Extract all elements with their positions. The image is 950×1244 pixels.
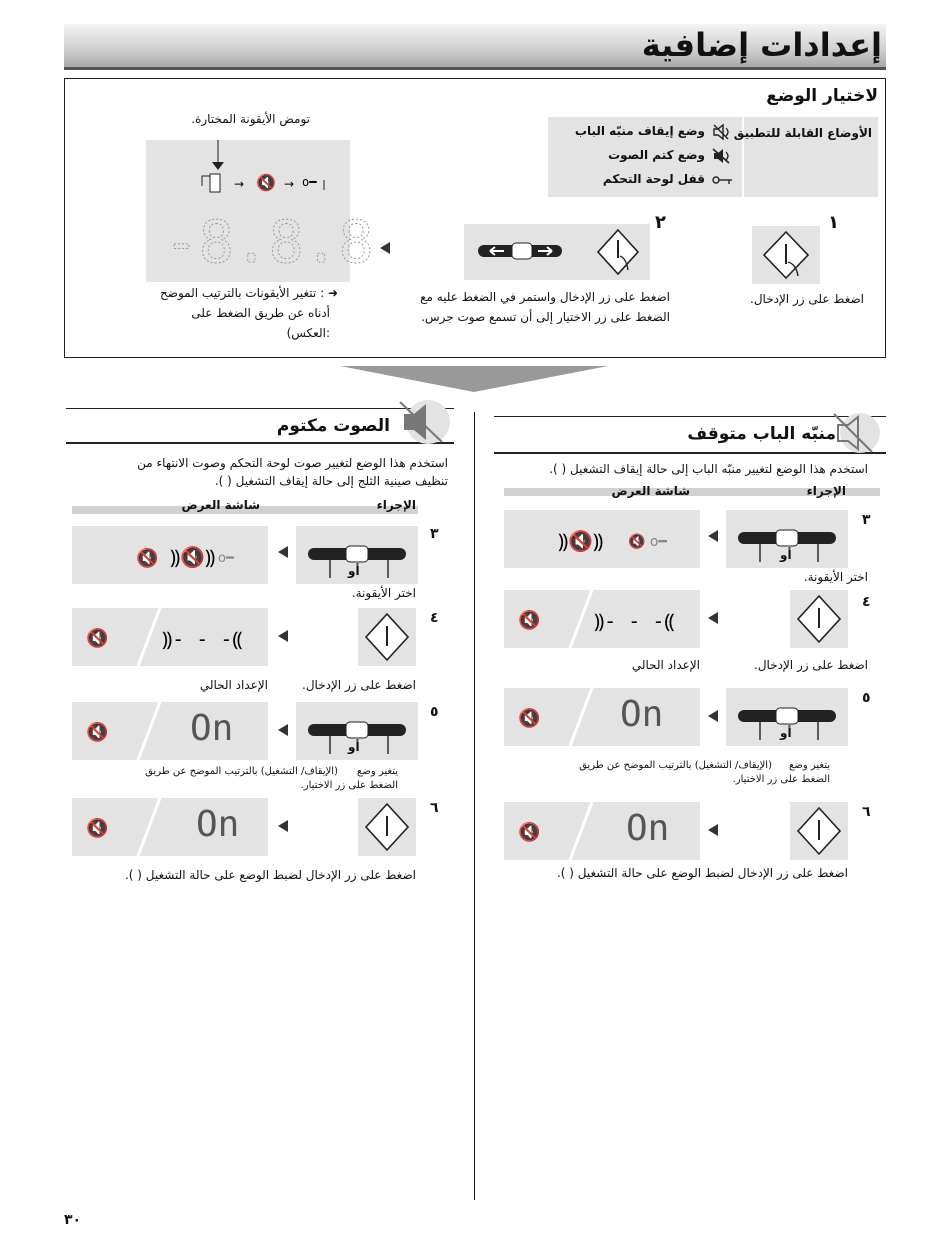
select-button-icon[interactable] [478,243,562,259]
mode-door-label: وضع إيقاف منبّه الباب [574,124,705,138]
flash-note: تومض الأيقونة المختارة. [191,112,310,126]
mute-step6-number: ٦ [430,800,439,816]
speaker-door-off-icon [832,410,882,456]
svg-text:🔇: 🔇 [518,610,541,631]
arrow-left-icon [708,612,718,624]
mute-step4-current: الإعداد الحالي [199,678,268,692]
svg-text:🔇: 🔇 [518,822,541,843]
door-step5-lcd [504,688,700,746]
mute-step5-caption3: الضغط على زر الاختيار. [300,780,398,791]
order-line3: :العكس) [286,326,330,340]
mute-intro-line2: تنظيف صينية الثلج إلى حالة إيقاف التشغيل ( ). [214,474,448,488]
mode-lock-label: قفل لوحة التحكم [602,172,705,186]
mute-step4-caption: اضغط على زر الإدخال. [302,678,416,692]
svg-text:🔇: 🔇 [86,722,109,743]
step1-button-panel [752,226,820,284]
order-line1-text: : تتغير الأيقونات بالترتيب الموضح [160,286,325,300]
mute-step5-display: On [190,708,234,749]
step2-button-panel [464,224,650,280]
door-step3-caption: اختر الأيقونة. [803,570,868,584]
mode-select-heading: لاختيار الوضع [766,86,878,106]
mute-col-display: شاشة العرض [181,498,260,512]
door-step6-button [790,802,848,860]
page-title: إعدادات إضافية [641,26,882,64]
door-step3-lcd [504,510,700,568]
enter-button-icon[interactable] [598,230,638,274]
door-step4-current: الإعداد الحالي [631,658,700,672]
svg-text:o━: o━ [218,551,234,566]
arrow-left-icon [278,820,288,832]
mode-mute-label: وضع كتم الصوت [608,148,705,162]
door-step3-or: أو [780,548,792,562]
door-intro: استخدم هذا الوضع لتغيير منبّه الباب إلى حالة إيقاف التشغيل ( ). [549,462,868,476]
mute-step6-caption: اضغط على زر الإدخال لضبط الوضع على حالة التشغيل ( ). [124,868,416,882]
arrow-left-icon [278,724,288,736]
mute-step5-or: أو [348,740,360,754]
page-number: ٣٠ [64,1212,82,1228]
arrow-left-icon [278,546,288,558]
mute-step6-button [358,798,416,856]
svg-text:⸩- - -⸨: ⸩- - -⸨ [594,609,675,633]
order-line2: أدناه عن طريق الضغط على [191,306,330,320]
speaker-door-off-icon [712,124,734,140]
door-step4-button [790,590,848,648]
door-col-display: شاشة العرض [611,484,690,498]
svg-text:🔇: 🔇 [136,548,159,569]
svg-text:🔇 o━: 🔇 o━ [628,534,667,550]
door-step4-lcd [504,590,700,648]
door-step5-caption2: (الإيقاف/ التشغيل) بالترتيب الموضح عن طريق [579,760,772,771]
mute-header-rule [66,442,454,444]
svg-text:→: → [284,177,295,191]
arrow-left-icon [708,530,718,542]
mute-heading: الصوت مكتوم [276,416,390,436]
svg-text:⸩- - -⸨: ⸩- - -⸨ [162,627,243,651]
step1-text: اضغط على زر الإدخال. [750,292,864,306]
step2-number: ٢ [655,212,666,233]
arrow-left-icon [380,242,390,254]
mute-step3-caption: اختر الأيقونة. [351,586,416,600]
svg-text:-8.8.8: -8.8.8 [164,208,374,276]
arrow-left-icon [708,710,718,722]
svg-text:🔇: 🔇 [518,708,541,729]
mute-step4-number: ٤ [430,610,439,626]
lcd-preview [146,140,374,282]
mute-step5-caption1: يتغير وضع [357,766,398,777]
step2-text-line1: اضغط على زر الإدخال واستمر في الضغط عليه مع [420,290,670,304]
svg-text:🔇: 🔇 [86,818,109,839]
arrow-left-icon [278,630,288,642]
door-step6-lcd [504,802,700,860]
key-lock-icon [712,174,734,186]
mute-step6-display: On [196,804,240,845]
column-divider [474,412,475,1200]
door-step6-display: On [626,808,670,849]
svg-text:🔇: 🔇 [86,628,109,649]
door-step6-number: ٦ [862,804,871,820]
mute-step3-or: أو [348,564,360,578]
svg-text:→: → [234,177,245,191]
door-col-action: الإجراء [806,484,846,498]
door-heading: منبّه الباب متوقف [687,424,836,444]
mute-col-action: الإجراء [376,498,416,512]
step2-text-line2: الضغط على زر الاختيار إلى أن تسمع صوت جرس. [421,310,670,324]
svg-text:⸩🔇⸩: ⸩🔇⸩ [558,529,604,553]
door-step5-caption3: الضغط على زر الاختيار. [732,774,830,785]
speaker-mute-icon [398,398,454,446]
mute-step5-caption2: (الإيقاف/ التشغيل) بالترتيب الموضح عن طريق [145,766,338,777]
svg-text:🔇: 🔇 [256,173,276,192]
mute-intro-line1: استخدم هذا الوضع لتغيير صوت لوحة التحكم وصوت الانتهاء من [137,456,448,470]
door-step4-caption: اضغط على زر الإدخال. [754,658,868,672]
door-header-rule [494,452,886,454]
mute-step5-lcd [72,702,268,760]
mute-step5-number: ٥ [430,704,439,720]
mute-step3-lcd [72,526,268,584]
step1-number: ١ [828,212,839,233]
door-step5-or: أو [780,726,792,740]
speaker-mute-icon [712,148,734,164]
door-step5-number: ٥ [862,690,871,706]
door-step5-caption1: يتغير وضع [789,760,830,771]
arrow-left-icon [708,824,718,836]
mute-step3-number: ٣ [430,526,439,542]
svg-text:o━: o━ [302,175,317,189]
door-step6-caption: اضغط على زر الإدخال لضبط الوضع على حالة التشغيل ( ). [556,866,848,880]
mute-step4-button [358,608,416,666]
door-step4-number: ٤ [862,594,871,610]
order-line1: ➜ : تتغير الأيقونات بالترتيب الموضح [160,286,338,300]
svg-text:⸩🔇⸩: ⸩🔇⸩ [170,545,216,569]
mute-section-header [66,408,454,442]
door-step5-display: On [620,694,664,735]
door-step3-number: ٣ [862,512,871,528]
mute-step4-lcd [72,608,268,666]
flow-down-arrow [340,366,608,392]
applicable-modes-label: الأوضاع القابلة للتطبيق [733,126,872,140]
enter-button-icon[interactable] [752,226,820,284]
